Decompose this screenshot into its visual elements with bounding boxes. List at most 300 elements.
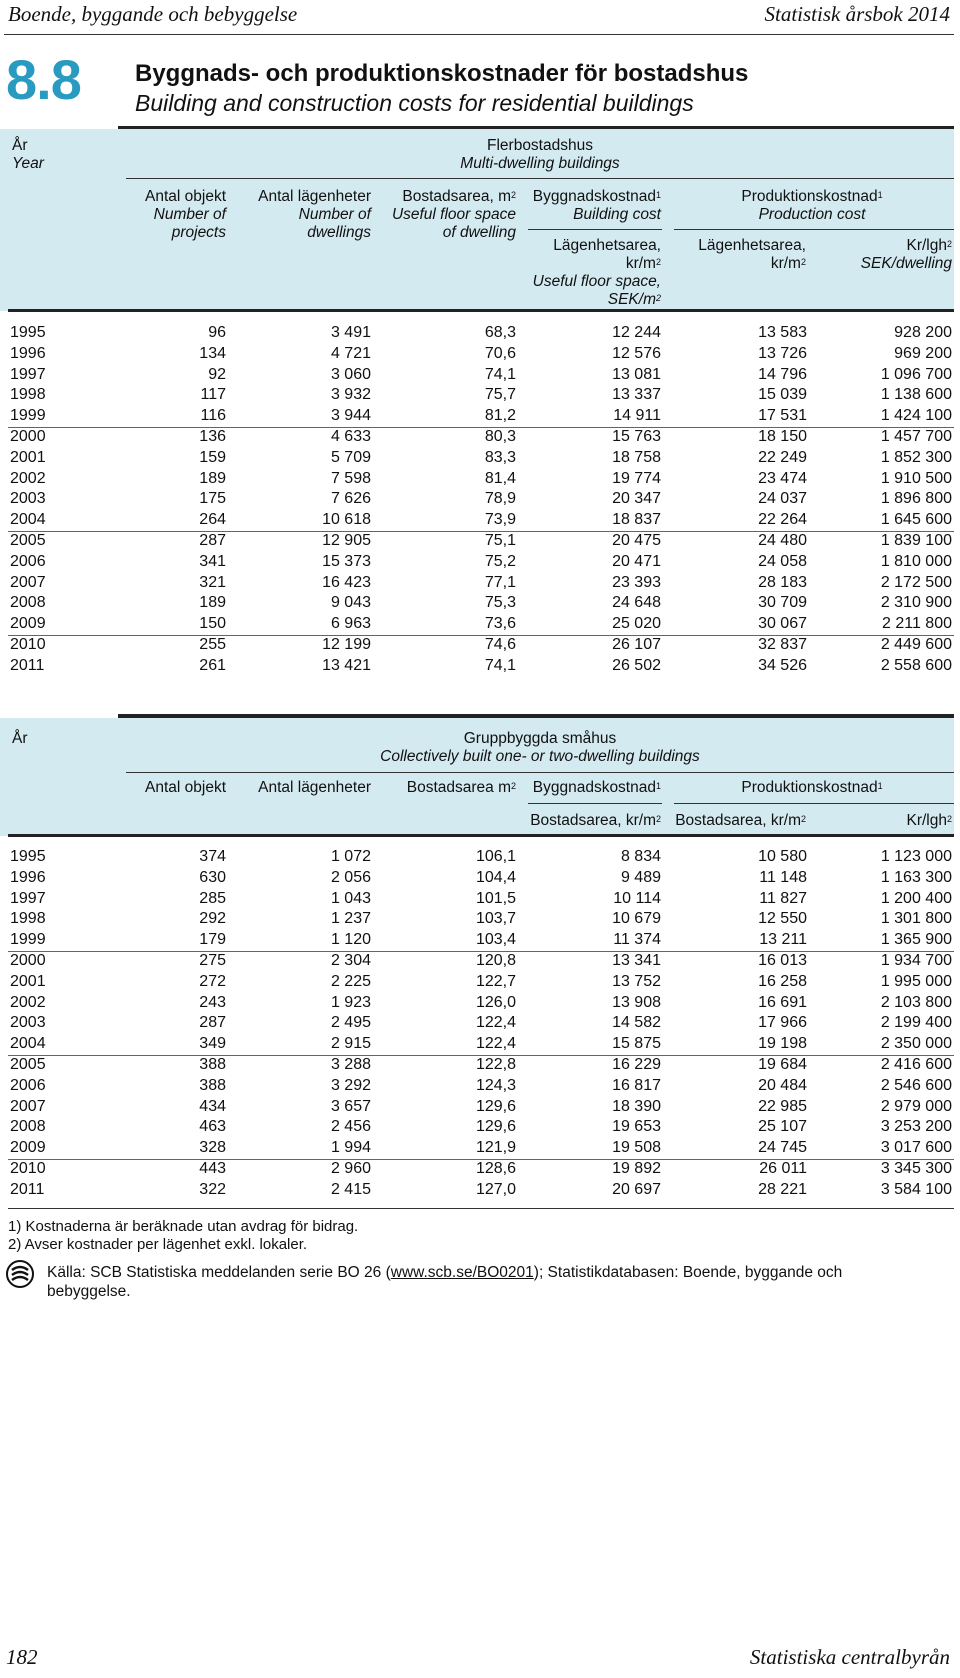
row-value: 2 310 900 xyxy=(880,594,952,612)
table-row xyxy=(0,931,960,952)
source-icon xyxy=(6,1260,34,1288)
row-value: 1 424 100 xyxy=(880,407,952,425)
t1-h1-en2: projects xyxy=(171,224,226,241)
table-row xyxy=(0,324,960,345)
row-value: 9 043 xyxy=(330,594,371,612)
table-row xyxy=(0,848,960,869)
t1-h2-sv: Antal lägenheter xyxy=(258,188,371,205)
row-value: 175 xyxy=(199,490,226,508)
row-value: 75,3 xyxy=(484,594,516,612)
row-value: 287 xyxy=(199,532,226,549)
row-value: 19 892 xyxy=(612,1160,661,1177)
running-header-section: Boende, byggande och bebyggelse xyxy=(8,2,298,26)
table-row xyxy=(0,490,960,511)
row-value: 1 096 700 xyxy=(880,365,952,383)
row-value: 2 915 xyxy=(330,1035,371,1053)
row-value: 4 721 xyxy=(330,344,371,362)
row-year: 2003 xyxy=(10,1014,46,1032)
row-value: 13 583 xyxy=(758,324,807,341)
row-value: 14 796 xyxy=(758,365,807,383)
row-value: 22 264 xyxy=(758,511,807,529)
row-value: 74,1 xyxy=(484,365,516,383)
t2-h5-sup: 1 xyxy=(877,781,883,791)
table1-body xyxy=(0,324,960,684)
footnote-2: 2) Avser kostnader per lägenhet exkl. lokaler. xyxy=(8,1236,308,1253)
row-value: 20 484 xyxy=(758,1076,807,1094)
row-value: 3 491 xyxy=(330,324,371,341)
row-value: 10 679 xyxy=(612,910,661,928)
row-value: 16 258 xyxy=(758,972,807,990)
row-value: 463 xyxy=(199,1118,226,1136)
table-row xyxy=(0,1118,960,1139)
row-value: 275 xyxy=(199,952,226,969)
table-row xyxy=(0,952,960,973)
row-value: 2 350 000 xyxy=(880,1035,952,1053)
row-value: 134 xyxy=(199,344,226,362)
row-year: 2005 xyxy=(10,1056,46,1073)
row-value: 1 457 700 xyxy=(880,428,952,445)
table-row xyxy=(0,1014,960,1035)
row-value: 96 xyxy=(208,324,226,341)
row-value: 129,6 xyxy=(475,1118,516,1136)
table-row xyxy=(0,890,960,911)
row-value: 5 709 xyxy=(330,448,371,466)
row-value: 13 081 xyxy=(612,365,661,383)
row-value: 24 480 xyxy=(758,532,807,549)
t1-h3-en2: of dwelling xyxy=(442,224,516,241)
row-value: 11 374 xyxy=(613,931,661,949)
row-value: 1 995 000 xyxy=(880,972,952,990)
row-value: 388 xyxy=(199,1056,226,1073)
table-row xyxy=(0,511,960,532)
t1-group-sv: Flerbostadshus xyxy=(487,137,593,154)
row-value: 104,4 xyxy=(475,868,516,886)
row-value: 81,4 xyxy=(484,469,516,487)
row-value: 12 244 xyxy=(612,324,661,341)
t2-h3 xyxy=(376,779,516,797)
row-value: 9 489 xyxy=(620,868,661,886)
row-value: 2 558 600 xyxy=(880,656,952,674)
table-title-en: Building and construction costs for residential buildings xyxy=(135,90,694,116)
row-value: 388 xyxy=(199,1076,226,1094)
row-value: 3 292 xyxy=(330,1076,371,1094)
row-value: 122,4 xyxy=(475,1014,516,1032)
row-value: 24 058 xyxy=(758,552,807,570)
row-value: 13 337 xyxy=(612,386,661,404)
t1-h4a-en2-text: SEK/m xyxy=(607,291,656,308)
row-value: 321 xyxy=(199,573,226,591)
row-value: 443 xyxy=(199,1160,226,1177)
table-row xyxy=(0,869,960,890)
row-value: 24 037 xyxy=(758,490,807,508)
row-value: 2 456 xyxy=(330,1118,371,1136)
row-value: 70,6 xyxy=(484,344,516,362)
row-value: 16 013 xyxy=(758,952,807,969)
row-value: 630 xyxy=(199,868,226,886)
table1-header-bottom-rule xyxy=(8,309,954,312)
row-value: 13 726 xyxy=(758,344,807,362)
t1-h3-sup: 2 xyxy=(510,190,516,200)
row-value: 13 421 xyxy=(322,656,371,674)
t1-h4a-sup: 2 xyxy=(655,257,661,267)
row-value: 261 xyxy=(199,656,226,674)
table-row xyxy=(0,1181,960,1202)
row-value: 34 526 xyxy=(758,656,807,674)
t2-h5a xyxy=(646,812,806,830)
row-value: 10 114 xyxy=(613,889,661,907)
row-year: 2011 xyxy=(10,656,45,674)
row-value: 18 837 xyxy=(612,511,661,529)
table-row xyxy=(0,1139,960,1160)
row-value: 12 550 xyxy=(758,910,807,928)
row-value: 16 423 xyxy=(322,573,371,591)
row-value: 8 834 xyxy=(620,848,661,865)
row-value: 4 633 xyxy=(330,428,371,445)
t2-group-sv: Gruppbyggda småhus xyxy=(463,730,617,747)
row-value: 13 752 xyxy=(612,972,661,990)
row-value: 1 365 900 xyxy=(880,931,952,949)
t1-h5-en: Production cost xyxy=(758,206,866,223)
row-value: 3 060 xyxy=(330,365,371,383)
row-value: 2 103 800 xyxy=(880,993,952,1011)
row-value: 23 393 xyxy=(612,573,661,591)
row-value: 16 691 xyxy=(758,993,807,1011)
t1-h4a-en2-sup: 2 xyxy=(655,293,661,303)
row-value: 18 150 xyxy=(758,428,807,445)
row-value: 1 138 600 xyxy=(880,386,952,404)
row-value: 26 502 xyxy=(612,656,661,674)
table-row xyxy=(0,386,960,407)
page-number: 182 xyxy=(6,1645,38,1669)
t1-h4-sv-text: Byggnadskostnad xyxy=(532,188,656,205)
t2-h4a-sup: 2 xyxy=(655,814,661,824)
row-value: 2 172 500 xyxy=(880,573,952,591)
row-value: 3 932 xyxy=(330,386,371,404)
table-row xyxy=(0,428,960,449)
t2-h4-text: Byggnadskostnad xyxy=(532,779,656,796)
table-row xyxy=(0,1056,960,1077)
row-value: 16 817 xyxy=(612,1076,661,1094)
row-year: 2002 xyxy=(10,993,46,1011)
row-value: 12 199 xyxy=(322,636,371,653)
row-value: 1 934 700 xyxy=(880,952,952,969)
row-value: 1 200 400 xyxy=(880,889,952,907)
row-value: 23 474 xyxy=(758,469,807,487)
row-value: 434 xyxy=(199,1097,226,1115)
t2-group-rule xyxy=(126,772,954,773)
row-value: 26 107 xyxy=(612,636,661,653)
running-header-book: Statistisk årsbok 2014 xyxy=(764,2,950,26)
row-value: 179 xyxy=(199,931,226,949)
row-value: 2 546 600 xyxy=(880,1076,952,1094)
row-value: 19 508 xyxy=(612,1139,661,1157)
row-value: 68,3 xyxy=(484,324,516,341)
row-value: 15 039 xyxy=(758,386,807,404)
row-value: 13 908 xyxy=(612,993,661,1011)
row-value: 285 xyxy=(199,889,226,907)
row-value: 75,1 xyxy=(484,532,516,549)
t1-h5b-en: SEK/dwelling xyxy=(860,255,952,272)
t1-h4a-sv2-text: kr/m xyxy=(625,255,656,272)
row-year: 1995 xyxy=(10,324,46,341)
row-value: 77,1 xyxy=(484,573,516,591)
row-value: 78,9 xyxy=(484,490,516,508)
row-value: 10 618 xyxy=(322,511,371,529)
row-value: 292 xyxy=(199,910,226,928)
row-value: 1 072 xyxy=(330,848,371,865)
row-value: 2 449 600 xyxy=(880,636,952,653)
footer-organization: Statistiska centralbyrån xyxy=(749,1645,950,1669)
t2-h4 xyxy=(520,779,661,797)
row-value: 3 017 600 xyxy=(880,1139,952,1157)
row-value: 272 xyxy=(199,972,226,990)
table-row xyxy=(0,574,960,595)
t1-h4-sup: 1 xyxy=(655,190,661,200)
row-value: 30 067 xyxy=(758,615,807,633)
row-year: 1996 xyxy=(10,868,46,886)
t2-h1: Antal objekt xyxy=(145,779,226,796)
row-value: 6 963 xyxy=(330,615,371,633)
row-value: 322 xyxy=(199,1180,226,1198)
row-value: 122,8 xyxy=(475,1056,516,1073)
table-row xyxy=(0,657,960,678)
t1-h5-sup: 1 xyxy=(877,190,883,200)
t2-h5a-text: Bostadsarea, kr/m xyxy=(675,812,801,829)
row-value: 19 653 xyxy=(612,1118,661,1136)
row-year: 2000 xyxy=(10,428,46,445)
t1-year-en: Year xyxy=(12,155,44,172)
t1-group-rule xyxy=(126,178,954,179)
row-value: 1 839 100 xyxy=(880,532,952,549)
row-year: 2006 xyxy=(10,1076,46,1094)
t1-h5a-sv1: Lägenhetsarea, xyxy=(698,237,806,254)
row-year: 2004 xyxy=(10,1035,46,1053)
row-year: 2009 xyxy=(10,615,46,633)
t1-h3-sv xyxy=(376,188,516,206)
table-row xyxy=(0,1035,960,1056)
t1-h3-en1: Useful floor space xyxy=(391,206,516,223)
row-year: 1998 xyxy=(10,386,46,404)
row-value: 20 697 xyxy=(612,1180,661,1198)
row-value: 2 199 400 xyxy=(880,1014,952,1032)
t1-h4-sv xyxy=(520,188,661,206)
table2-body xyxy=(0,848,960,1208)
row-value: 19 198 xyxy=(758,1035,807,1053)
row-value: 2 225 xyxy=(330,972,371,990)
row-value: 374 xyxy=(199,848,226,865)
t1-h2-en2: dwellings xyxy=(307,224,371,241)
row-year: 2011 xyxy=(10,1180,45,1198)
table-row xyxy=(0,615,960,636)
row-value: 19 684 xyxy=(758,1056,807,1073)
row-value: 117 xyxy=(200,386,226,404)
row-year: 2008 xyxy=(10,1118,46,1136)
row-value: 2 304 xyxy=(330,952,371,969)
footnote-1: 1) Kostnaderna är beräknade utan avdrag för bidrag. xyxy=(8,1218,359,1235)
table-row xyxy=(0,973,960,994)
t2-year-sv: År xyxy=(12,730,28,747)
t1-h1-en1: Number of xyxy=(153,206,226,223)
row-year: 2005 xyxy=(10,532,46,549)
source-suffix: ); Statistikdatabasen: Boende, byggande och xyxy=(533,1264,843,1281)
t2-h5a-sup: 2 xyxy=(800,814,806,824)
row-year: 2007 xyxy=(10,573,46,591)
row-value: 1 301 800 xyxy=(880,910,952,928)
row-value: 83,3 xyxy=(484,448,516,466)
row-value: 2 979 000 xyxy=(880,1097,952,1115)
row-value: 14 582 xyxy=(612,1014,661,1032)
row-value: 28 183 xyxy=(758,573,807,591)
row-value: 928 200 xyxy=(894,324,952,341)
table-row xyxy=(0,345,960,366)
row-value: 74,1 xyxy=(484,656,516,674)
row-value: 349 xyxy=(199,1035,226,1053)
row-value: 3 345 300 xyxy=(880,1160,952,1177)
t2-h5b xyxy=(812,812,952,830)
t1-year-sv: År xyxy=(12,137,28,154)
row-value: 18 390 xyxy=(612,1097,661,1115)
table-row xyxy=(0,594,960,615)
t1-h5a-sv2 xyxy=(666,255,806,273)
row-value: 18 758 xyxy=(612,448,661,466)
row-value: 75,7 xyxy=(484,386,516,404)
table2-bottom-rule xyxy=(8,1208,954,1209)
row-value: 2 495 xyxy=(330,1014,371,1032)
row-value: 20 471 xyxy=(612,552,661,570)
row-value: 17 966 xyxy=(758,1014,807,1032)
row-value: 92 xyxy=(208,365,226,383)
t1-h5a-sup: 2 xyxy=(800,257,806,267)
row-value: 75,2 xyxy=(484,552,516,570)
t2-group-en: Collectively built one- or two-dwelling buildings xyxy=(380,748,700,765)
table-row xyxy=(0,553,960,574)
t1-h4a-en2 xyxy=(520,291,661,309)
row-value: 3 288 xyxy=(330,1056,371,1073)
row-year: 1999 xyxy=(10,407,46,425)
row-value: 30 709 xyxy=(758,594,807,612)
table-row xyxy=(0,1077,960,1098)
row-value: 122,4 xyxy=(475,1035,516,1053)
row-value: 2 416 600 xyxy=(880,1056,952,1073)
row-value: 1 810 000 xyxy=(880,552,952,570)
row-value: 12 905 xyxy=(322,532,371,549)
row-year: 2009 xyxy=(10,1139,46,1157)
row-value: 969 200 xyxy=(894,344,952,362)
t2-h5b-sup: 2 xyxy=(946,814,952,824)
row-value: 11 148 xyxy=(759,868,807,886)
row-value: 16 229 xyxy=(612,1056,661,1073)
row-value: 10 580 xyxy=(758,848,807,865)
row-value: 129,6 xyxy=(475,1097,516,1115)
table-row xyxy=(0,1160,960,1181)
row-value: 15 373 xyxy=(322,552,371,570)
row-year: 2010 xyxy=(10,1160,46,1177)
row-year: 2002 xyxy=(10,469,46,487)
t1-h5-sv xyxy=(670,188,954,206)
row-year: 2007 xyxy=(10,1097,46,1115)
t1-h5-rule xyxy=(674,229,954,230)
row-value: 20 475 xyxy=(612,532,661,549)
row-value: 1 923 xyxy=(330,993,371,1011)
t1-h4a-sv1: Lägenhetsarea, xyxy=(553,237,661,254)
row-value: 126,0 xyxy=(475,993,516,1011)
row-value: 101,5 xyxy=(475,889,516,907)
row-value: 13 341 xyxy=(612,952,661,969)
row-value: 15 763 xyxy=(612,428,661,445)
row-value: 1 896 800 xyxy=(880,490,952,508)
table-row xyxy=(0,470,960,491)
row-value: 73,6 xyxy=(484,615,516,633)
t2-h5 xyxy=(670,779,954,797)
table-title-sv: Byggnads- och produktionskostnader för bostadshus xyxy=(135,60,749,87)
t1-h4a-sv2 xyxy=(520,255,661,273)
row-value: 20 347 xyxy=(612,490,661,508)
row-value: 2 415 xyxy=(330,1180,371,1198)
row-value: 74,6 xyxy=(484,636,516,653)
source-link[interactable]: www.scb.se/BO0201 xyxy=(390,1264,534,1281)
row-year: 2003 xyxy=(10,490,46,508)
row-year: 1999 xyxy=(10,931,46,949)
t1-h1-sv: Antal objekt xyxy=(145,188,226,205)
row-value: 122,7 xyxy=(475,972,516,990)
header-rule xyxy=(4,34,954,35)
t2-h5-text: Produktionskostnad xyxy=(741,779,878,796)
t1-h5b-sv xyxy=(812,237,952,255)
row-value: 12 576 xyxy=(612,344,661,362)
source-line-1 xyxy=(47,1264,842,1282)
t1-h3-sv-text: Bostadsarea, m xyxy=(402,188,511,205)
row-value: 1 043 xyxy=(330,889,371,907)
row-value: 1 120 xyxy=(330,931,371,949)
row-value: 127,0 xyxy=(475,1180,516,1198)
row-value: 15 875 xyxy=(612,1035,661,1053)
row-value: 22 985 xyxy=(758,1097,807,1115)
row-year: 2001 xyxy=(10,972,46,990)
row-value: 3 657 xyxy=(330,1097,371,1115)
row-value: 26 011 xyxy=(759,1160,807,1177)
row-value: 24 648 xyxy=(612,594,661,612)
source-prefix: Källa: SCB Statistiska meddelanden serie BO 26 ( xyxy=(47,1264,391,1281)
row-value: 1 852 300 xyxy=(880,448,952,466)
row-value: 7 626 xyxy=(330,490,371,508)
row-value: 1 237 xyxy=(330,910,371,928)
table-row xyxy=(0,449,960,470)
row-year: 2006 xyxy=(10,552,46,570)
row-value: 287 xyxy=(199,1014,226,1032)
row-value: 1 645 600 xyxy=(880,511,952,529)
t2-h3-sup: 2 xyxy=(510,781,516,791)
row-value: 17 531 xyxy=(758,407,807,425)
row-value: 19 774 xyxy=(612,469,661,487)
row-value: 13 211 xyxy=(759,931,807,949)
row-value: 128,6 xyxy=(475,1160,516,1177)
row-value: 341 xyxy=(199,552,226,570)
t2-h5-rule xyxy=(674,803,954,804)
row-value: 73,9 xyxy=(484,511,516,529)
row-year: 1996 xyxy=(10,344,46,362)
t1-h5-sv-text: Produktionskostnad xyxy=(741,188,878,205)
table-row xyxy=(0,1098,960,1119)
row-value: 243 xyxy=(199,993,226,1011)
row-value: 116 xyxy=(200,407,226,425)
row-value: 25 020 xyxy=(612,615,661,633)
row-value: 255 xyxy=(199,636,226,653)
row-value: 1 123 000 xyxy=(880,848,952,865)
table-row xyxy=(0,636,960,657)
table-row xyxy=(0,994,960,1015)
row-value: 120,8 xyxy=(475,952,516,969)
row-value: 2 211 800 xyxy=(882,615,952,633)
